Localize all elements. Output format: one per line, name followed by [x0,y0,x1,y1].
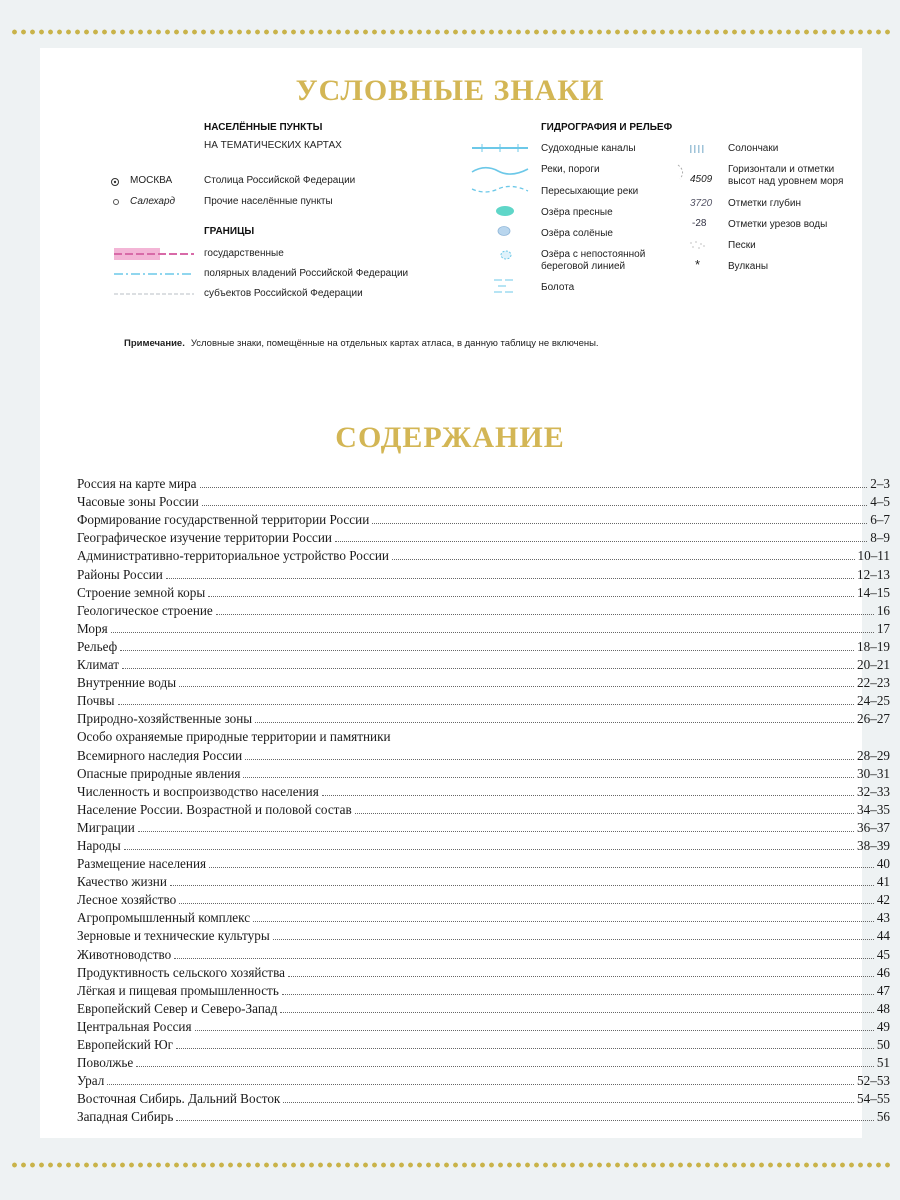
toc-entry-title: Европейский Юг [77,1037,174,1052]
toc-dot-leader [136,1066,874,1067]
state-border-label: государственные [204,248,284,259]
toc-entry[interactable] [77,637,890,655]
toc-entry-title: Восточная Сибирь. Дальний Восток [77,1091,281,1107]
polar-border-symbol [114,271,194,277]
river-symbol [470,163,530,177]
toc-entry-pages: 36–37 [857,819,890,835]
toc-entry[interactable] [77,474,890,492]
toc-dot-leader [202,505,867,506]
table-of-contents [77,474,890,1125]
toc-entry-pages: 10–11 [857,548,890,564]
toc-entry-title: Формирование государственной территории России [77,512,370,528]
toc-entry-pages: 26–27 [857,711,890,727]
toc-entry-title: Поволжье [77,1055,134,1071]
toc-entry[interactable] [77,546,890,564]
toc-entry[interactable] [77,981,890,999]
toc-entry-title: Внутренние воды [77,675,177,691]
volcano-icon: * [695,257,701,272]
toc-entry-pages: 44 [876,928,890,944]
hydro-label-water-levels: Отметки урезов воды [728,219,828,230]
toc-entry-pages: 2–3 [870,476,890,492]
toc-dot-leader [322,795,854,796]
toc-entry-pages: 40 [876,856,890,872]
town-label: Прочие населённые пункты [204,196,333,207]
toc-entry[interactable] [77,655,890,673]
toc-entry-title: Особо охраняемые природные территории и памятники [77,729,391,745]
hydro-label-depths: Отметки глубин [728,198,801,209]
toc-entry-pages: 32–33 [857,783,890,799]
hydro-label-canals: Судоходные каналы [541,143,636,154]
hydro-heading: ГИДРОГРАФИЯ И РЕЛЬЕФ [541,122,673,133]
toc-entry[interactable] [77,800,890,818]
sand-icon [688,239,708,251]
toc-dot-leader [283,1102,854,1103]
toc-dot-leader [216,614,874,615]
toc-entry-title: Часовые зоны России [77,494,199,510]
toc-entry[interactable] [77,1035,890,1053]
toc-entry-pages: 43 [876,910,890,926]
hydro-label-volcanoes: Вулканы [728,261,769,272]
toc-dot-leader [372,523,867,524]
toc-entry-title: Животноводство [77,946,172,962]
hydro-label-intermittent-lakes: Озёра с непостоянной береговой линией [541,249,646,272]
toc-dot-leader [355,813,854,814]
subject-border-label: субъектов Российской Федерации [204,288,363,299]
toc-dot-leader [118,704,855,705]
toc-entry-title: Почвы [77,693,115,709]
toc-entry-title: Европейский Север и Северо-Запад [77,1000,278,1016]
hydro-label-swamps: Болота [541,282,575,293]
toc-dot-leader [280,1012,873,1013]
toc-entry-title: Всемирного наследия России [77,747,243,763]
toc-dot-leader [243,777,854,778]
toc-entry-pages: 48 [876,1000,890,1016]
hydro-label-sands: Пески [728,240,756,251]
toc-entry-pages: 30–31 [857,765,890,781]
toc-entry-title: Климат [77,657,119,673]
toc-entry-pages: 42 [876,892,890,908]
toc-entry[interactable] [77,528,890,546]
hydro-label-dry-rivers: Пересыхающие реки [541,186,639,197]
toc-dot-leader [245,759,854,760]
toc-dot-leader [166,578,854,579]
toc-dot-leader [122,668,854,669]
toc-entry[interactable] [77,872,890,890]
town-sample: Салехард [130,196,176,207]
toc-entry-title: Зерновые и технические культуры [77,928,270,944]
toc-dot-leader [124,849,854,850]
toc-entry-pages: 34–35 [857,801,890,817]
toc-entry-pages: 18–19 [857,638,890,654]
toc-dot-leader [179,686,854,687]
hydro-label-saline-soils: Солончаки [728,143,779,154]
toc-entry-pages: 6–7 [870,512,890,528]
toc-entry-pages: 20–21 [857,657,890,673]
toc-dot-leader [111,632,874,633]
canal-symbol [470,143,530,153]
saline-soil-icon [688,143,708,155]
toc-entry[interactable] [77,709,890,727]
toc-entry-pages: 24–25 [857,693,890,709]
toc-entry-title: Административно-территориальное устройство России [77,548,389,564]
toc-entry[interactable] [77,745,890,763]
toc-entry[interactable] [77,583,890,601]
hydro-label-contours: Горизонтали и отметки высот над уровнем моря [728,164,844,187]
toc-entry-pages: 41 [876,874,890,890]
toc-entry[interactable] [77,564,890,582]
toc-dot-leader [273,939,874,940]
toc-entry-pages: 28–29 [857,747,890,763]
subject-border-symbol [114,291,194,297]
toc-entry-title: Районы России [77,566,163,582]
toc-entry-pages: 47 [876,982,890,998]
toc-dot-leader [176,1120,873,1121]
settlements-subheading: НА ТЕМАТИЧЕСКИХ КАРТАХ [204,140,342,151]
toc-entry-pages: 8–9 [870,530,890,546]
toc-entry-pages: 38–39 [857,837,890,853]
toc-dot-leader [195,1030,874,1031]
hydro-label-rivers: Реки, пороги [541,164,600,175]
capital-sample: МОСКВА [130,175,173,186]
toc-dot-leader [253,921,874,922]
toc-dot-leader [138,831,854,832]
toc-dot-leader [208,596,854,597]
toc-entry[interactable] [77,1017,890,1035]
town-marker-icon [112,198,122,208]
toc-entry-pages: 56 [876,1109,890,1125]
legend-note [124,338,599,349]
toc-entry-title: Строение земной коры [77,584,206,600]
toc-entry[interactable] [77,673,890,691]
toc-entry[interactable] [77,619,890,637]
toc-dot-leader [179,903,874,904]
toc-entry-title: Географическое изучение территории России [77,530,332,546]
borders-heading: ГРАНИЦЫ [204,226,255,237]
toc-entry[interactable] [77,492,890,510]
capital-marker-icon [110,177,120,187]
fresh-lake-icon [494,204,516,218]
toc-entry[interactable] [77,1071,890,1089]
toc-entry-pages: 16 [876,602,890,618]
dry-river-symbol [470,183,530,197]
toc-entry-pages: 17 [876,620,890,636]
toc-entry[interactable] [77,908,890,926]
toc-entry[interactable] [77,944,890,962]
toc-entry-pages: 14–15 [857,584,890,600]
toc-entry-pages: 49 [876,1018,890,1034]
toc-entry[interactable] [77,764,890,782]
toc-entry[interactable] [77,963,890,981]
toc-entry[interactable] [77,818,890,836]
toc-dot-leader [107,1084,854,1085]
toc-entry-title: Геологическое строение [77,602,213,618]
toc-entry-title: Лесное хозяйство [77,892,177,908]
toc-entry-title: Опасные природные явления [77,765,241,781]
state-border-symbol [114,248,194,262]
toc-entry-pages: 51 [876,1055,890,1071]
toc-entry[interactable] [77,836,890,854]
toc-entry-pages: 46 [876,964,890,980]
toc-entry-title: Численность и воспроизводство населения [77,783,319,799]
elevation-sample: 4509 [690,174,713,185]
toc-entry[interactable] [77,890,890,908]
swamp-icon [492,276,516,296]
toc-entry-title: Народы [77,837,121,853]
intermittent-lake-icon [498,248,514,262]
toc-entry-title: Моря [77,620,108,636]
toc-dot-leader [282,994,874,995]
toc-entry[interactable] [77,999,890,1017]
toc-dot-leader [170,885,874,886]
toc-entry-title: Рельеф [77,638,118,654]
toc-dot-leader [288,976,874,977]
toc-entry-pages: 52–53 [857,1073,890,1089]
water-level-sample: -28 [692,218,707,229]
depth-sample: 3720 [690,198,713,209]
contour-icon [676,163,690,181]
toc-dot-leader [335,541,867,542]
top-dot-border [10,28,890,36]
toc-entry-title: Размещение населения [77,856,207,872]
toc-dot-leader [255,722,854,723]
toc-entry-title: Россия на карте мира [77,476,197,492]
toc-entry-title: Центральная Россия [77,1018,192,1034]
toc-entry-title: Качество жизни [77,874,167,890]
toc-dot-leader [176,1048,874,1049]
toc-dot-leader [392,559,855,560]
salt-lake-icon [496,224,514,238]
toc-entry-title: Агропромышленный комплекс [77,910,251,926]
toc-entry-title: Лёгкая и пищевая промышленность [77,982,279,998]
hydro-label-salt-lakes: Озёра солёные [541,228,613,239]
note-label: Примечание. [124,338,185,349]
toc-entry-pages: 50 [876,1037,890,1052]
toc-dot-leader [209,867,874,868]
contents-title: СОДЕРЖАНИЕ [335,421,565,454]
toc-entry-pages: 45 [876,946,890,962]
toc-entry[interactable] [77,1053,890,1071]
note-text: Условные знаки, помещённые на отдельных картах атласа, в данную таблицу не включены. [190,338,599,349]
toc-entry[interactable] [77,601,890,619]
toc-dot-leader [120,650,854,651]
toc-entry[interactable] [77,926,890,944]
settlements-heading: НАСЕЛЁННЫЕ ПУНКТЫ [204,122,323,133]
legend-title: УСЛОВНЫЕ ЗНАКИ [295,74,605,107]
toc-dot-leader [200,487,868,488]
toc-entry[interactable] [77,1107,890,1125]
toc-entry[interactable] [77,691,890,709]
toc-entry[interactable] [77,854,890,872]
toc-dot-leader [174,958,874,959]
bottom-dot-border [10,1161,890,1169]
toc-entry-pages: 22–23 [857,675,890,691]
polar-border-label: полярных владений Российской Федерации [204,268,409,279]
toc-entry[interactable] [77,727,890,745]
toc-entry-pages: 12–13 [857,566,890,582]
toc-entry[interactable] [77,782,890,800]
hydro-label-fresh-lakes: Озёра пресные [541,207,613,218]
toc-entry-pages: 54–55 [857,1091,890,1107]
toc-entry[interactable] [77,510,890,528]
toc-entry-title: Население России. Возрастной и половой состав [77,801,352,817]
toc-entry-title: Природно-хозяйственные зоны [77,711,253,727]
toc-entry-title: Урал [77,1073,105,1089]
toc-entry[interactable] [77,1089,890,1107]
toc-entry-title: Западная Сибирь [77,1109,174,1125]
toc-entry-title: Продуктивность сельского хозяйства [77,964,285,980]
capital-label: Столица Российской Федерации [204,175,356,186]
toc-entry-title: Миграции [77,819,135,835]
toc-entry-pages: 4–5 [870,494,890,510]
